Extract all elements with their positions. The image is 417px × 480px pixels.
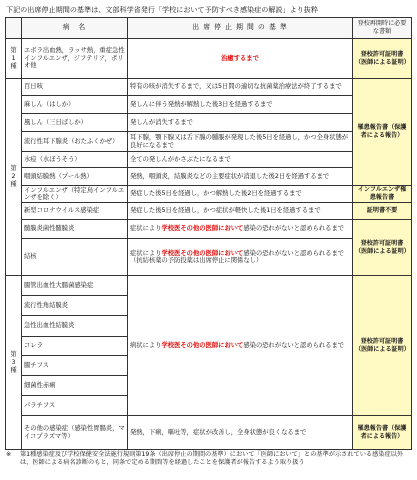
disease-criteria: 全ての発しんがかさぶたになるまで [128,152,353,168]
header-group [6,18,22,39]
group1-criteria: 治癒するまで [128,39,353,79]
criteria-pre: 病状により [130,341,162,349]
table-row [6,132,412,152]
group3-cert-report: 罹患報告書（保護者による報告） [353,416,412,450]
criteria-pre: 症状により [130,249,162,257]
table-header-row [6,18,412,39]
disease-name: 新型コロナウイルス感染症 [22,203,128,220]
disease-name: 急性出血性結膜炎 [22,316,128,337]
criteria-pre: 症状により [130,225,162,233]
group2-label-cell [6,79,22,276]
header-disease-name: 病 名 [22,18,128,39]
group2-label: 第2種 [10,165,17,188]
intro-text: 下記の出席停止期間の基準は、文部科学省発行「学校において予防すべき感染症の解説」より抜粋 [6,5,318,14]
group1-label: 第1種 [10,46,17,70]
disease-name: 結核 [22,239,128,276]
attendance-suspension-table [5,17,412,450]
group3-label: 第3種 [10,350,17,374]
disease-name: コレラ [22,337,128,356]
disease-name: その他の感染症（感染性胃腸炎，マイコプラズマ等） [22,416,128,450]
disease-name: 髄膜炎菌性髄膜炎 [22,220,128,239]
disease-criteria: 耳下腺，顎下腺又は舌下腺の腫脹が発現した後5日を経過し，かつ全身状態が良好になるまで [128,132,353,152]
disease-criteria [128,220,353,239]
footnote-text: 第1種感染症及び学校保健安全法施行規則第19条（出席停止の期間の基準）において「医師において」との基準が示されている感染症以外は，医師による病名診断のもと，同条で定める期間等を経過したことを保護者が報告するよう取り扱う [20,451,404,466]
group3-cert-doctor: 登校許可証明書（医師による証明） [353,276,412,416]
table-row [6,168,412,186]
footnote-mark: ※ [6,451,12,458]
group1-cert: 登校許可証明書（医師による証明） [353,39,412,79]
disease-name: 腸管出血性大腸菌感染症 [22,276,128,296]
group1-label-cell [6,39,22,79]
group2-cert-report: 罹患報告書（保護者による報告） [353,79,412,186]
criteria-doctor: 学校医その他の医師において [161,341,244,349]
disease-criteria: 発しんが消失するまで [128,114,353,132]
table-row [6,239,412,276]
group2-cert-doctor: 登校許可証明書（医師による証明） [353,220,412,276]
group1-disease: エボラ出血熱，ラッサ熱，重症急性インフルエンザ，ジフテリア，ポリオ他 [22,39,128,79]
criteria-post: 感染の恐れがないと認められるまで [243,225,345,233]
disease-name: 咽頭結膜熱（プール熱） [22,168,128,186]
footnote [6,451,410,467]
group3-label-cell [6,276,22,450]
disease-name: 百日咳 [22,79,128,96]
group2-cert-influenza: インフルエンザ罹患報告書 [353,186,412,203]
disease-name: 細菌性赤痢 [22,376,128,396]
disease-criteria [128,239,353,276]
disease-criteria: 発熱，咽頭炎，結膜炎などの主要症状が消退した後2日を経過するまで [128,168,353,186]
disease-name: パラチフス [22,396,128,416]
table-row [6,203,412,220]
table-row [6,79,412,96]
disease-name: 風しん（三日ばしか） [22,114,128,132]
disease-name: 流行性耳下腺炎（おたふくかぜ） [22,132,128,152]
table-row [6,152,412,168]
group1-row [6,39,412,79]
disease-name: 水痘（水ぼうそう） [22,152,128,168]
table-row [6,416,412,450]
table-row [6,96,412,114]
disease-criteria: 発症した後5日を経過し，かつ解熱した後2日を経過するまで [128,186,353,203]
table-row [6,186,412,203]
group3-criteria [128,276,353,416]
disease-criteria: 特有の咳が消失するまで，又は5日間の適切な抗菌薬治療法が終了するまで [128,79,353,96]
disease-name: インフルエンザ（特定鳥インフルエンザを除く） [22,186,128,203]
criteria-doctor: 学校医その他の医師において [161,249,244,257]
header-required-documents: 登校再開時に必要な書類 [353,18,412,39]
disease-name: 腸チフス [22,356,128,376]
table-row [6,114,412,132]
header-criteria: 出 席 停 止 期 間 の 基 準 [128,18,353,39]
table-row [6,220,412,239]
criteria-doctor: 学校医その他の医師において [161,225,244,233]
disease-criteria: 発症した後5日を経過し，かつ症状が軽快した後1日を経過するまで [128,203,353,220]
table-row [6,276,412,296]
disease-name: 流行性角結膜炎 [22,296,128,316]
disease-name: 麻しん（はしか） [22,96,128,114]
group2-cert-none: 証明書不要 [353,203,412,220]
criteria-post: 感染の恐れがないと認められるまで [243,341,345,349]
disease-criteria: 発しんに伴う発熱が解熱した後3日を経過するまで [128,96,353,114]
group3-other-criteria: 発熱，下痢，嘔吐等，症状が改善し，全身状態が良くなるまで [128,416,353,450]
criteria-post: 感染の恐れがないと認められるまで（抗結核薬の予防投薬は出席停止に関係なし） [130,249,345,264]
